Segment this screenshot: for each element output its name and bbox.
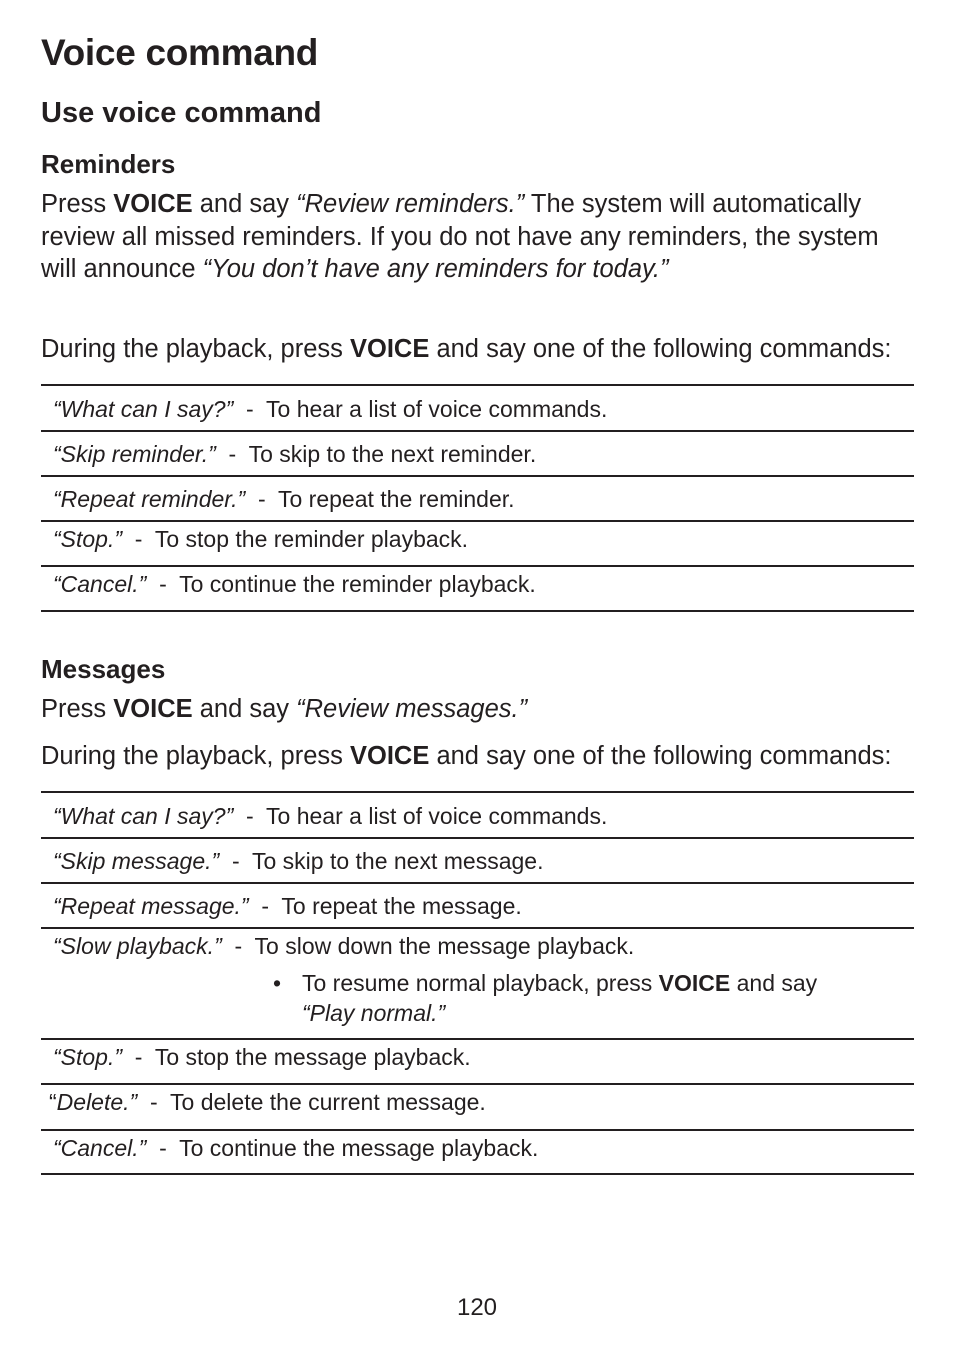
table-row: “Skip reminder.” - To skip to the next reminder.	[41, 430, 914, 475]
table-row: “Slow playback.” - To slow down the message playback. • To resume normal playback, press VOICE and say “Play normal.”	[41, 927, 914, 1038]
voice-key: VOICE	[658, 970, 731, 996]
table-row: “Stop.” - To stop the message playback.	[41, 1038, 914, 1083]
page-number: 120	[456, 1294, 498, 1321]
voice-key: VOICE	[113, 190, 193, 218]
voice-key: VOICE	[113, 695, 193, 723]
table-row: “Delete.” - To delete the current message.	[41, 1083, 914, 1129]
messages-during-text: During the playback, press VOICE and say one of the following commands:	[41, 742, 892, 770]
table-row: “Cancel.” - To continue the message playback.	[41, 1129, 914, 1175]
voice-key: VOICE	[350, 335, 430, 363]
table-row: “Repeat reminder.” - To repeat the reminder.	[41, 475, 914, 520]
reminders-intro: Press VOICE and say “Review reminders.” The system will automatically review all missed reminders. If you do not have any reminders, the system will announce “You don’t have any reminders for today.”	[41, 190, 879, 283]
table-row: “Skip message.” - To skip to the next message.	[41, 837, 914, 882]
table-row: “What can I say?” - To hear a list of voice commands.	[41, 791, 914, 837]
reminders-command-table	[41, 384, 914, 612]
table-row: “Repeat message.” - To repeat the message.	[41, 882, 914, 927]
messages-command-table	[41, 791, 914, 1175]
section-title: Use voice command	[41, 97, 322, 129]
bullet-icon: •	[273, 970, 282, 996]
messages-heading: Messages	[41, 654, 166, 684]
table-row: “Stop.” - To stop the reminder playback.	[41, 520, 914, 565]
page-title: Voice command	[41, 32, 319, 73]
messages-intro: Press VOICE and say “Review messages.”	[41, 695, 528, 723]
reminders-during-text: During the playback, press VOICE and say one of the following commands:	[41, 335, 892, 363]
table-row: “What can I say?” - To hear a list of voice commands.	[41, 384, 914, 430]
reminders-heading: Reminders	[41, 149, 176, 179]
voice-key: VOICE	[350, 742, 430, 770]
table-row: “Cancel.” - To continue the reminder playback.	[41, 565, 914, 612]
